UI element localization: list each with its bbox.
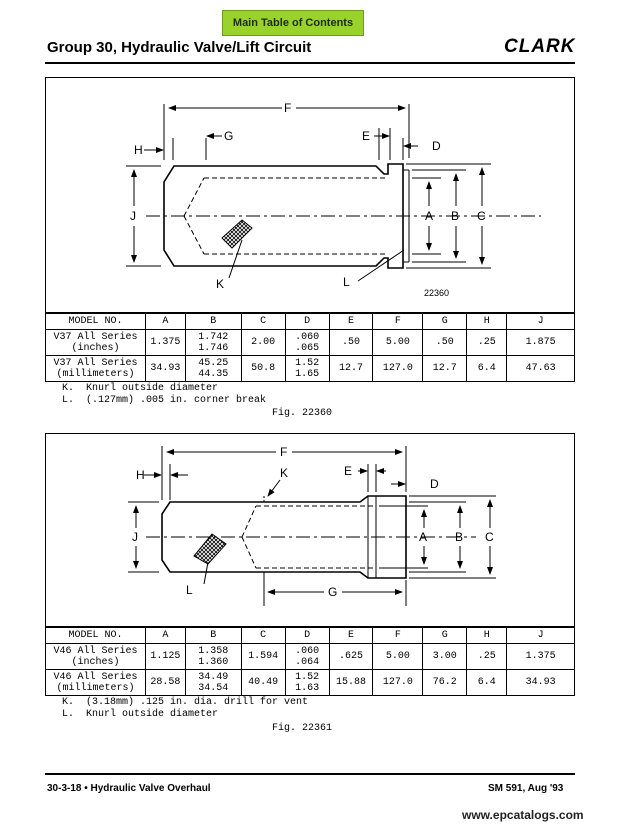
table-row (46, 644, 575, 670)
dim-C-cell (241, 356, 285, 382)
main-table-of-contents-button[interactable]: Main Table of Contents (222, 10, 364, 36)
figure1-note-l: L. (.127mm) .005 in. corner break (62, 395, 267, 406)
figure2-note-l: L. Knurl outside diameter (62, 709, 219, 720)
dim-G-cell (423, 670, 467, 696)
column-header: A (145, 627, 185, 644)
cell-line: 12.7 (338, 363, 363, 374)
dim-B-cell (185, 644, 241, 670)
cell-line: 1.52 (295, 357, 320, 369)
dim-J-cell (507, 356, 575, 382)
callout-L-label: L (343, 275, 350, 289)
dim-J-cell (507, 670, 575, 696)
column-header: F (373, 627, 423, 644)
dim-G-label-2: G (328, 585, 338, 599)
dim-H-cell (467, 644, 507, 670)
column-header: J (507, 313, 575, 330)
cell-line: .064 (295, 656, 320, 668)
dim-A-cell (145, 670, 185, 696)
dim-A-cell (145, 330, 185, 356)
dim-J-label: J (130, 209, 136, 223)
dim-E-label: E (362, 129, 371, 143)
dim-D-cell (285, 670, 329, 696)
model-cell (46, 670, 146, 696)
dim-A-cell (145, 644, 185, 670)
page-title: Group 30, Hydraulic Valve/Lift Circuit (47, 39, 312, 56)
callout-L-label-2: L (186, 583, 193, 597)
dim-F-cell (373, 330, 423, 356)
cell-line: 28.58 (150, 677, 181, 688)
figure1-spec-table (45, 312, 575, 382)
cell-line: 5.00 (385, 651, 410, 662)
cell-line: 1.125 (150, 651, 181, 662)
cell-line: 34.54 (198, 682, 229, 694)
column-header: C (241, 313, 285, 330)
cell-line: (millimeters) (56, 368, 135, 380)
cell-line: V37 All Series (53, 331, 138, 343)
dim-H-label-2: H (136, 468, 145, 482)
drawing-number: 22360 (424, 288, 450, 298)
cell-line: .25 (477, 337, 496, 348)
dim-J-cell (507, 330, 575, 356)
dim-F-cell (373, 644, 423, 670)
cell-line: 127.0 (382, 363, 413, 374)
model-cell (46, 644, 146, 670)
cell-line: 1.63 (295, 682, 320, 694)
cell-line: 1.358 (198, 645, 229, 657)
cell-line: 1.65 (295, 368, 320, 380)
cell-line: V46 All Series (53, 671, 138, 683)
dim-D-cell (285, 356, 329, 382)
table-row (46, 330, 575, 356)
table-row (46, 670, 575, 696)
column-header: F (373, 313, 423, 330)
dim-B-label: B (451, 209, 460, 223)
cell-line: (millimeters) (56, 682, 135, 694)
clark-logo: CLARK (504, 36, 576, 57)
cell-line: 3.00 (432, 651, 457, 662)
dim-E-cell (329, 330, 373, 356)
cell-line: V46 All Series (53, 645, 138, 657)
cell-line: 1.742 (198, 331, 229, 343)
cell-line: V37 All Series (53, 357, 138, 369)
cell-line: 40.49 (248, 677, 279, 688)
cell-line: .625 (338, 651, 363, 662)
cell-line: 44.35 (198, 368, 229, 380)
dim-C-cell (241, 330, 285, 356)
dim-B-label-2: B (455, 530, 464, 544)
dim-B-cell (185, 356, 241, 382)
cell-line: 6.4 (477, 677, 496, 688)
dim-B-cell (185, 330, 241, 356)
header-rule (45, 62, 575, 64)
cell-line: 12.7 (432, 363, 457, 374)
dim-F-cell (373, 356, 423, 382)
model-cell (46, 330, 146, 356)
cell-line: 34.93 (525, 677, 556, 688)
cell-line: 76.2 (432, 677, 457, 688)
column-header: G (423, 627, 467, 644)
dim-F-label: F (284, 101, 292, 115)
column-header: B (185, 313, 241, 330)
dim-H-cell (467, 330, 507, 356)
cell-line: .50 (435, 337, 454, 348)
figure2-note-k: K. (3.18mm) .125 in. dia. drill for vent (62, 697, 309, 708)
callout-K-label-2: K (280, 466, 289, 480)
footer-page-ref: 30-3-18 • Hydraulic Valve Overhaul (47, 783, 211, 794)
cell-line: 47.63 (525, 363, 556, 374)
dim-A-label: A (425, 209, 434, 223)
dim-E-label-2: E (344, 464, 353, 478)
dim-E-cell (329, 644, 373, 670)
cell-line: 15.88 (335, 677, 366, 688)
dim-E-cell (329, 670, 373, 696)
column-header: C (241, 627, 285, 644)
figure-22360-drawing (45, 77, 575, 314)
cell-line: 1.594 (248, 651, 279, 662)
dim-D-cell (285, 330, 329, 356)
column-header: MODEL NO. (46, 313, 146, 330)
dim-D-label-2: D (430, 477, 439, 491)
dim-G-cell (423, 330, 467, 356)
cell-line: (inches) (71, 656, 120, 668)
dim-C-cell (241, 670, 285, 696)
cell-line: 2.00 (251, 337, 276, 348)
figure2-spec-table (45, 626, 575, 696)
dim-C-label: C (477, 209, 486, 223)
dim-J-cell (507, 644, 575, 670)
cell-line: .50 (341, 337, 360, 348)
cell-line: 1.375 (150, 337, 181, 348)
cell-line: 50.8 (251, 363, 276, 374)
cell-line: .25 (477, 651, 496, 662)
column-header: E (329, 313, 373, 330)
dim-D-label: D (432, 139, 441, 153)
dim-C-cell (241, 644, 285, 670)
dim-H-cell (467, 356, 507, 382)
callout-K-label: K (216, 277, 225, 291)
cell-line: 45.25 (198, 357, 229, 369)
watermark: www.epcatalogs.com (462, 808, 584, 822)
dim-A-cell (145, 356, 185, 382)
cell-line: 34.93 (150, 363, 181, 374)
dim-G-cell (423, 356, 467, 382)
dim-B-cell (185, 670, 241, 696)
dim-H-cell (467, 670, 507, 696)
dim-H-label: H (134, 143, 143, 157)
cell-line: 1.746 (198, 342, 229, 354)
column-header: D (285, 313, 329, 330)
column-header: G (423, 313, 467, 330)
footer-rule (45, 773, 575, 775)
figure-22361-drawing (45, 433, 575, 628)
dim-A-label-2: A (419, 530, 428, 544)
cell-line: (inches) (71, 342, 120, 354)
figure1-caption: Fig. 22360 (272, 408, 333, 419)
column-header: E (329, 627, 373, 644)
column-header: J (507, 627, 575, 644)
column-header: A (145, 313, 185, 330)
model-cell (46, 356, 146, 382)
column-header: H (467, 627, 507, 644)
cell-line: 1.360 (198, 656, 229, 668)
figure2-caption: Fig. 22361 (272, 723, 333, 734)
dim-G-cell (423, 644, 467, 670)
cell-line: 5.00 (385, 337, 410, 348)
cell-line: 1.375 (525, 651, 556, 662)
dim-F-cell (373, 670, 423, 696)
cell-line: 6.4 (477, 363, 496, 374)
figure1-note-k: K. Knurl outside diameter (62, 383, 219, 394)
dim-D-cell (285, 644, 329, 670)
column-header: D (285, 627, 329, 644)
dim-J-label-2: J (132, 530, 138, 544)
footer-manual-ref: SM 591, Aug '93 (488, 783, 564, 794)
dim-E-cell (329, 356, 373, 382)
column-header: H (467, 313, 507, 330)
dim-C-label-2: C (485, 530, 494, 544)
cell-line: 1.875 (525, 337, 556, 348)
cell-line: .065 (295, 342, 320, 354)
cell-line: 127.0 (382, 677, 413, 688)
column-header: B (185, 627, 241, 644)
cell-line: 1.52 (295, 671, 320, 683)
dim-G-label: G (224, 129, 234, 143)
column-header: MODEL NO. (46, 627, 146, 644)
cell-line: .060 (295, 645, 320, 657)
dim-F-label-2: F (280, 445, 288, 459)
table-row (46, 356, 575, 382)
cell-line: .060 (295, 331, 320, 343)
cell-line: 34.49 (198, 671, 229, 683)
